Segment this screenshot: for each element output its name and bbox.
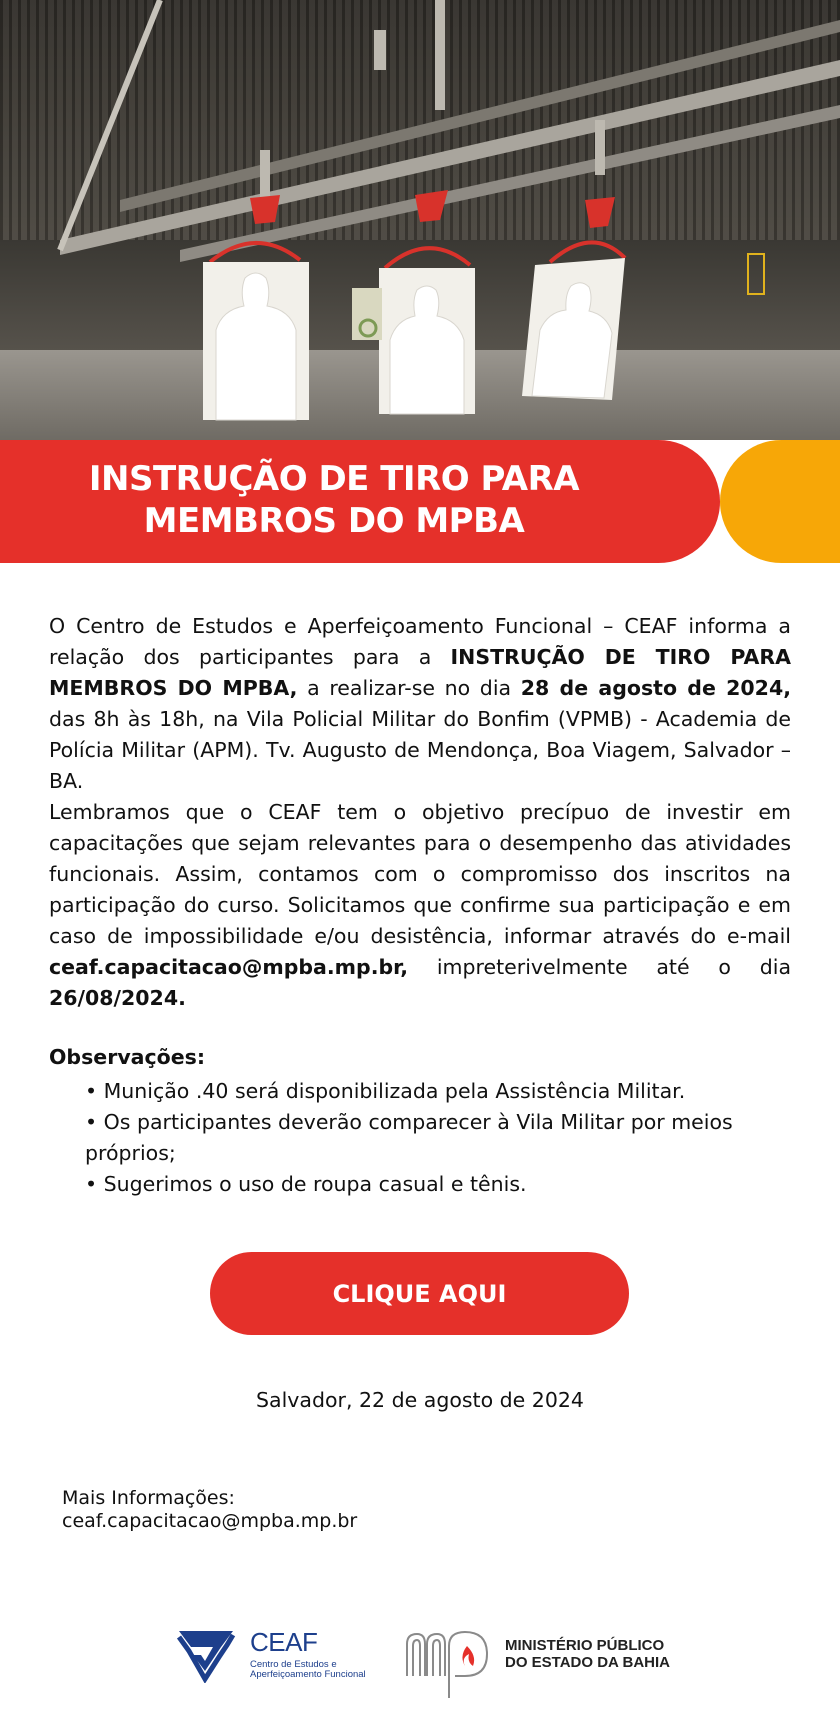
click-here-button[interactable]: CLIQUE AQUI xyxy=(210,1252,629,1335)
page-title: INSTRUÇÃO DE TIRO PARA MEMBROS DO MPBA xyxy=(88,459,580,541)
mpba-logo: MINISTÉRIO PÚBLICO DO ESTADO DA BAHIA xyxy=(403,1626,673,1702)
list-item: • Munição .40 será disponibilizada pela Assistência Militar. xyxy=(85,1079,686,1103)
ceaf-logo: CEAF Centro de Estudos e Aperfeiçoamento Funcional xyxy=(175,1627,375,1687)
sign-off-date: Salvador, 22 de agosto de 2024 xyxy=(256,1388,584,1412)
more-info xyxy=(62,1487,357,1533)
list-item: • Sugerimos o uso de roupa casual e tênis. xyxy=(85,1172,527,1196)
observations-heading: Observações: xyxy=(49,1045,206,1069)
more-info-email[interactable]: ceaf.capacitacao@mpba.mp.br xyxy=(62,1510,358,1532)
list-item: • Os participantes deverão comparecer à Vila Militar por meios próprios; xyxy=(85,1110,733,1165)
reminder-paragraph: Lembramos que o CEAF tem o objetivo precípuo de investir em capacitações que sejam relevantes para o desempenho das atividades funcionais. Assim, contamos com o compromisso dos inscritos na participação do curso. Solicitamos que confirme sua participação e em caso de impossibilidade e/ou desistência, informar através do e-mail ceaf.capacitacao@mpba.mp.br, impreterivelmente até o dia 26/08/2024. xyxy=(49,800,791,1010)
observations-list xyxy=(85,1076,785,1200)
more-info-label: Mais Informações: xyxy=(62,1487,235,1509)
intro-paragraph: O Centro de Estudos e Aperfeiçoamento Funcional – CEAF informa a relação dos participantes para a INSTRUÇÃO DE TIRO PARA MEMBROS DO MPBA, a realizar-se no dia 28 de agosto de 2024, das 8h às 18h, na Vila Policial Militar do Bonfim (VPMB) - Academia de Polícia Militar (APM). Tv. Augusto de Mendonça, Boa Viagem, Salvador – BA. xyxy=(49,614,791,793)
shooting-range-photo xyxy=(0,0,840,440)
contact-email-inline: ceaf.capacitacao@mpba.mp.br, xyxy=(49,955,409,979)
title-banner xyxy=(0,440,720,563)
deadline-date: 26/08/2024. xyxy=(49,986,186,1010)
decorative-orange-circle xyxy=(720,440,840,563)
